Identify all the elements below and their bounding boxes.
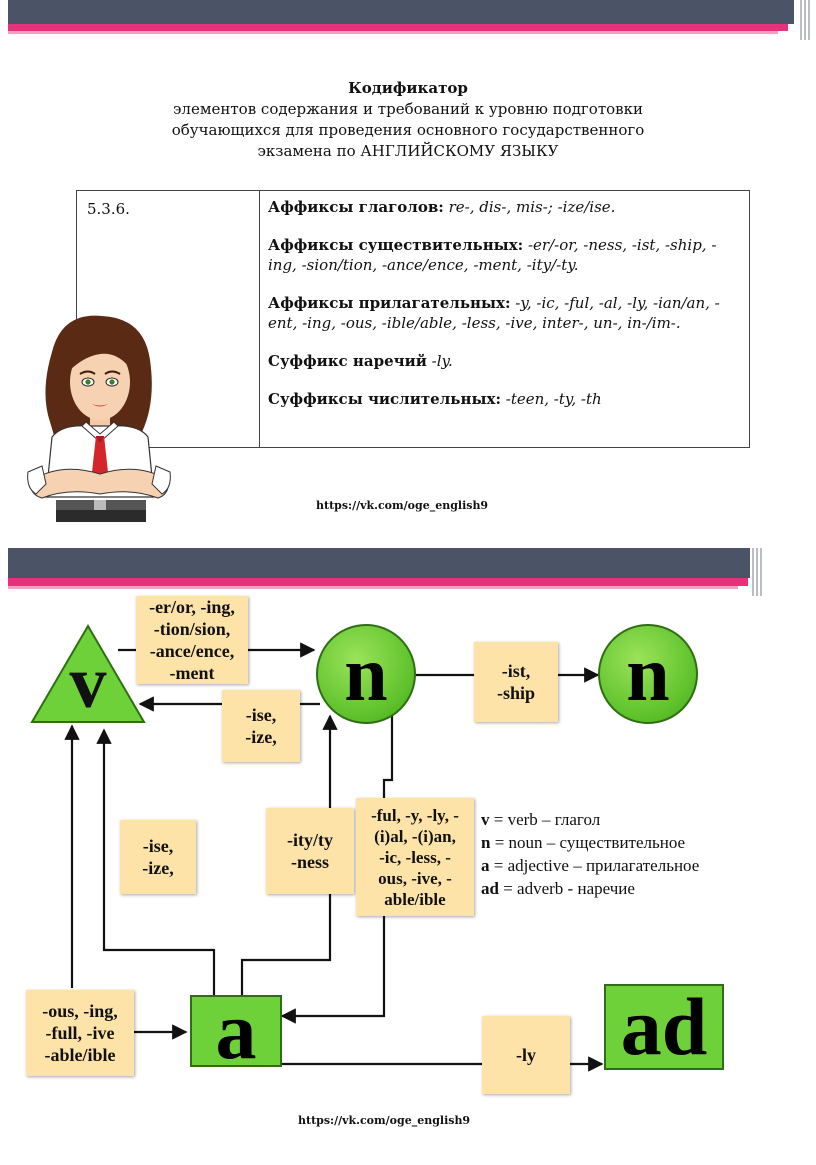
legend-item: ad = adverb - наречие <box>481 879 635 898</box>
slide2-source-url: https://vk.com/oge_english9 <box>298 1114 471 1127</box>
table-cell-code: 5.3.6. <box>77 191 260 448</box>
note-verb-to-adjective: -ous, -ing, -full, -ive -able/ible <box>26 990 134 1076</box>
note-verb-to-noun: -er/or, -ing, -tion/sion, -ance/ence, -ment <box>136 596 248 684</box>
note-noun-to-verb: -ise, -ize, <box>222 690 300 762</box>
codifier-subtitle-line-2: обучающихся для проведения основного государственного <box>171 121 645 139</box>
legend-item: v = verb – глагол <box>481 810 601 829</box>
codifier-subtitle-line-1: элементов содержания и требований к уровню подготовки <box>173 100 643 118</box>
node-verb: v <box>69 642 107 724</box>
note-noun-to-noun: -ist, -ship <box>474 642 558 722</box>
legend-item: n = noun – существительное <box>481 833 686 852</box>
node-noun: n <box>316 624 416 724</box>
affix-item-adverbs: Суффикс наречий -ly. <box>268 352 453 370</box>
node-adjective: a <box>190 995 282 1067</box>
affix-item-verbs: Аффиксы глаголов: re-, dis-, mis-; -ize/ise. <box>268 198 616 216</box>
note-adjective-to-verb: -ise, -ize, <box>120 820 196 894</box>
legend-item: a = adjective – прилагательное <box>481 856 700 875</box>
node-adverb: ad <box>604 984 724 1070</box>
note-noun-to-adjective: -ful, -y, -ly, - (i)al, -(i)an, -ic, -less, - ous, -ive, - able/ible <box>356 798 474 916</box>
node-noun-derived: n <box>598 624 698 724</box>
slide1-source-url: https://vk.com/oge_english9 <box>316 499 489 512</box>
affix-item-nouns: Аффиксы существительных: -er/-or, -ness, -ist, -ship, -ing, -sion/tion, -ance/ence, -ment, -ity/-ty. <box>268 236 717 274</box>
diagram-legend <box>481 808 699 900</box>
note-adjective-to-adverb: -ly <box>482 1016 570 1094</box>
note-adjective-to-noun: -ity/ty -ness <box>266 808 354 894</box>
affix-item-numerals: Суффиксы числительных: -teen, -ty, -th <box>268 390 602 408</box>
codifier-title-bold: Кодификатор <box>348 79 468 97</box>
affix-item-adjectives: Аффиксы прилагательных: -y, -ic, -ful, -al, -ly, -ian/an, -ent, -ing, -ous, -ible/able, -less, -ive, inter-, un-, in-/im-. <box>268 294 720 332</box>
codifier-subtitle-line-3: экзамена по АНГЛИЙСКОМУ ЯЗЫКУ <box>257 142 559 160</box>
